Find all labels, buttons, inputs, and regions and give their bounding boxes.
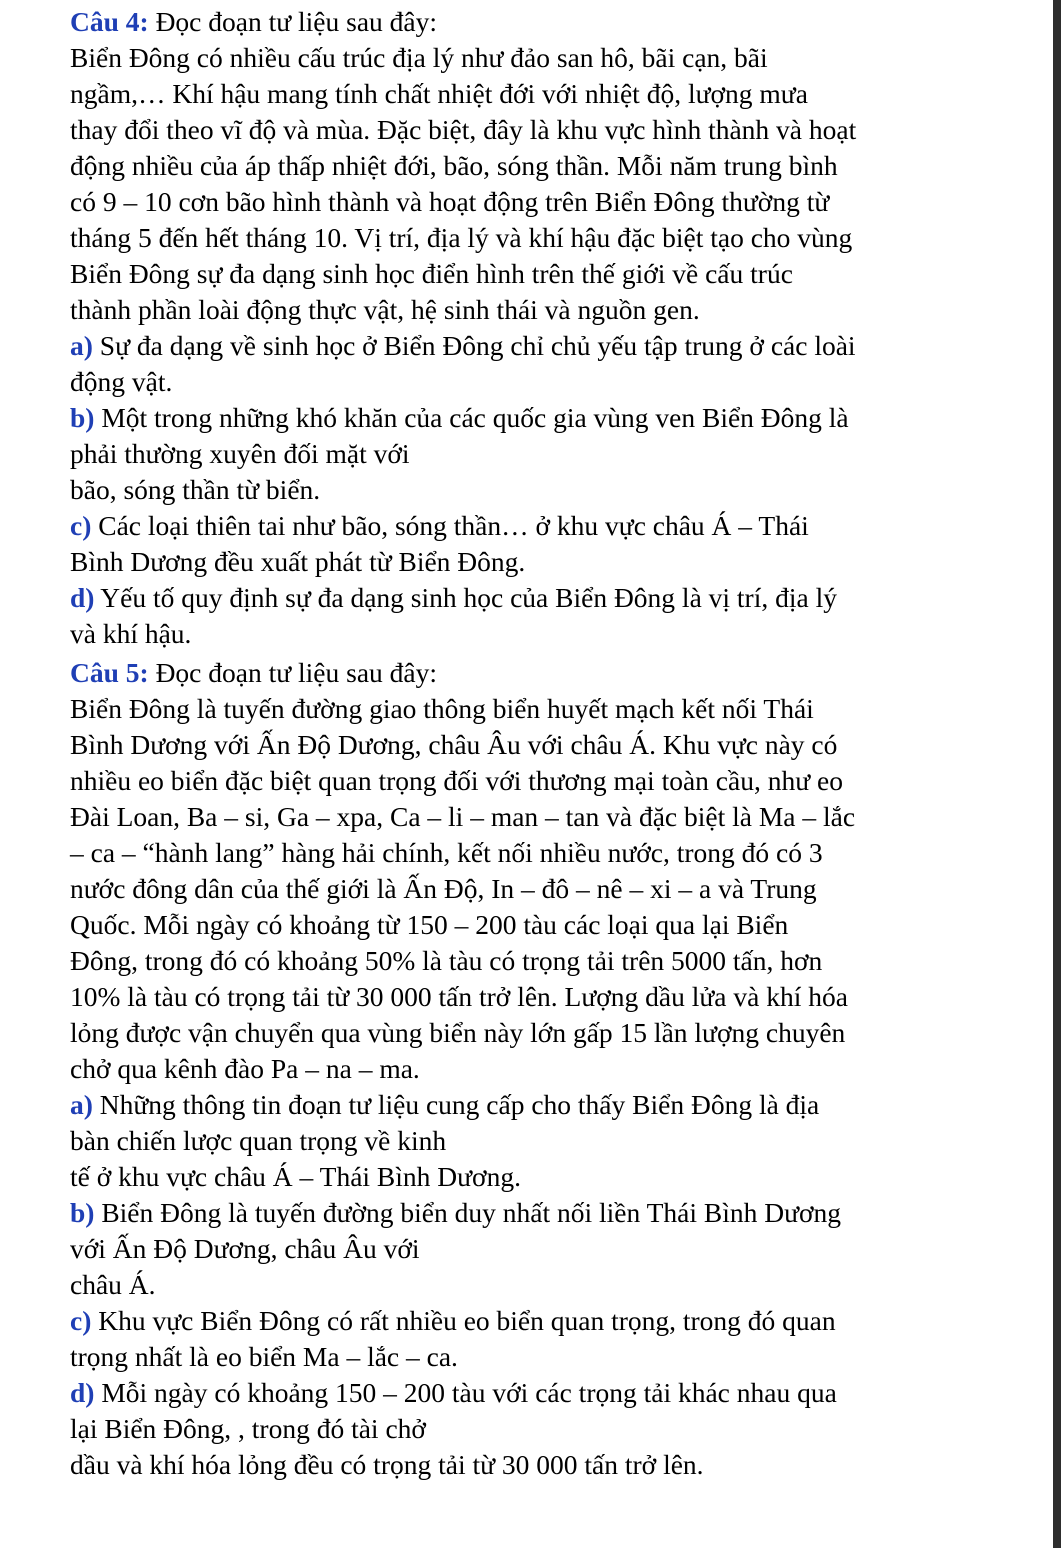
q5-passage-line: nhiều eo biển đặc biệt quan trọng đối với thương mại toàn cầu, như eo — [70, 765, 843, 796]
q4-passage-line: thành phần loài động thực vật, hệ sinh thái và nguồn gen. — [70, 294, 700, 325]
option-label: c) — [70, 510, 92, 541]
q5-passage-line: 10% là tàu có trọng tải từ 30 000 tấn trở lên. Lượng dầu lửa và khí hóa — [70, 981, 848, 1012]
option-text: Một trong những khó khăn của các quốc gia vùng ven Biển Đông là — [94, 402, 849, 433]
q5-passage-line: lỏng được vận chuyển qua vùng biển này lớn gấp 15 lần lượng chuyên — [70, 1017, 846, 1048]
q5-option-b-cont: với Ấn Độ Dương, châu Âu với — [70, 1233, 420, 1264]
option-text: Khu vực Biển Đông có rất nhiều eo biển quan trọng, trong đó quan — [91, 1305, 836, 1336]
q4-passage-line: động nhiều của áp thấp nhiệt đới, bão, sóng thần. Mỗi năm trung bình — [70, 150, 838, 181]
q5-passage-line: Bình Dương với Ấn Độ Dương, châu Âu với châu Á. Khu vực này có — [70, 729, 838, 760]
option-label: b) — [70, 402, 95, 433]
q5-option-b — [70, 1195, 841, 1231]
q5-passage-line: Biển Đông là tuyến đường giao thông biển huyết mạch kết nối Thái — [70, 693, 814, 724]
q5-option-d-cont: dầu và khí hóa lỏng đều có trọng tải từ 30 000 tấn trở lên. — [70, 1449, 704, 1480]
option-text: Các loại thiên tai như bão, sóng thần… ở khu vực châu Á – Thái — [91, 510, 809, 541]
q4-title: Đọc đoạn tư liệu sau đây: — [148, 6, 437, 37]
q5-option-a — [70, 1087, 819, 1123]
q5-option-c-cont: trọng nhất là eo biển Ma – lắc – ca. — [70, 1341, 458, 1372]
q5-passage-line: nước đông dân của thế giới là Ấn Độ, In – đô – nê – xi – a và Trung — [70, 873, 817, 904]
q5-option-b-cont: châu Á. — [70, 1269, 156, 1300]
q4-option-a-cont: động vật. — [70, 366, 173, 397]
q5-option-d-cont: lại Biển Đông, , trong đó tài chở — [70, 1413, 426, 1444]
option-label: d) — [70, 582, 95, 613]
q4-option-b-cont: bão, sóng thần từ biển. — [70, 474, 321, 505]
q4-passage-line: thay đổi theo vĩ độ và mùa. Đặc biệt, đây là khu vực hình thành và hoạt — [70, 114, 857, 145]
option-label: b) — [70, 1197, 95, 1228]
page-edge-border — [1053, 0, 1061, 1548]
q5-title: Đọc đoạn tư liệu sau đây: — [148, 657, 437, 688]
q5-option-c — [70, 1303, 836, 1339]
q4-option-b — [70, 400, 849, 436]
q5-passage-line: Đông, trong đó có khoảng 50% là tàu có trọng tải trên 5000 tấn, hơn — [70, 945, 823, 976]
option-text: Những thông tin đoạn tư liệu cung cấp cho thấy Biển Đông là địa — [92, 1089, 820, 1120]
q5-option-a-cont: bàn chiến lược quan trọng về kinh — [70, 1125, 447, 1156]
q5-passage-line: Quốc. Mỗi ngày có khoảng từ 150 – 200 tàu các loại qua lại Biển — [70, 909, 789, 940]
q4-option-d-cont: và khí hậu. — [70, 618, 192, 649]
q4-label: Câu 4: — [70, 6, 149, 37]
option-label: a) — [70, 1089, 93, 1120]
q4-header — [70, 4, 437, 40]
q4-passage-line: có 9 – 10 cơn bão hình thành và hoạt động trên Biển Đông thường từ — [70, 186, 830, 217]
option-text: Yếu tố quy định sự đa dạng sinh học của Biển Đông là vị trí, địa lý — [94, 582, 837, 613]
q5-option-a-cont: tế ở khu vực châu Á – Thái Bình Dương. — [70, 1161, 521, 1192]
q5-option-d — [70, 1375, 837, 1411]
q5-header — [70, 655, 437, 691]
q4-option-b-cont: phải thường xuyên đối mặt với — [70, 438, 410, 469]
q4-passage-line: ngầm,… Khí hậu mang tính chất nhiệt đới với nhiệt độ, lượng mưa — [70, 78, 808, 109]
option-label: d) — [70, 1377, 95, 1408]
q4-option-a — [70, 328, 856, 364]
q4-option-c — [70, 508, 809, 544]
q5-passage-line: – ca – “hành lang” hàng hải chính, kết nối nhiều nước, trong đó có 3 — [70, 837, 823, 868]
q5-passage-line: chở qua kênh đào Pa – na – ma. — [70, 1053, 420, 1084]
option-text: Sự đa dạng về sinh học ở Biển Đông chỉ chủ yếu tập trung ở các loài — [92, 330, 856, 361]
q4-passage-line: Biển Đông sự đa dạng sinh học điển hình trên thế giới về cấu trúc — [70, 258, 793, 289]
q4-option-d — [70, 580, 837, 616]
q5-label: Câu 5: — [70, 657, 149, 688]
option-label: c) — [70, 1305, 92, 1336]
q4-passage-line: tháng 5 đến hết tháng 10. Vị trí, địa lý và khí hậu đặc biệt tạo cho vùng — [70, 222, 853, 253]
q4-option-c-cont: Bình Dương đều xuất phát từ Biển Đông. — [70, 546, 526, 577]
option-label: a) — [70, 330, 93, 361]
option-text: Mỗi ngày có khoảng 150 – 200 tàu với các trọng tải khác nhau qua — [94, 1377, 837, 1408]
option-text: Biển Đông là tuyến đường biển duy nhất nối liền Thái Bình Dương — [94, 1197, 842, 1228]
q5-passage-line: Đài Loan, Ba – si, Ga – xpa, Ca – li – man – tan và đặc biệt là Ma – lắc — [70, 801, 856, 832]
q4-passage-line: Biển Đông có nhiều cấu trúc địa lý như đảo san hô, bãi cạn, bãi — [70, 42, 768, 73]
